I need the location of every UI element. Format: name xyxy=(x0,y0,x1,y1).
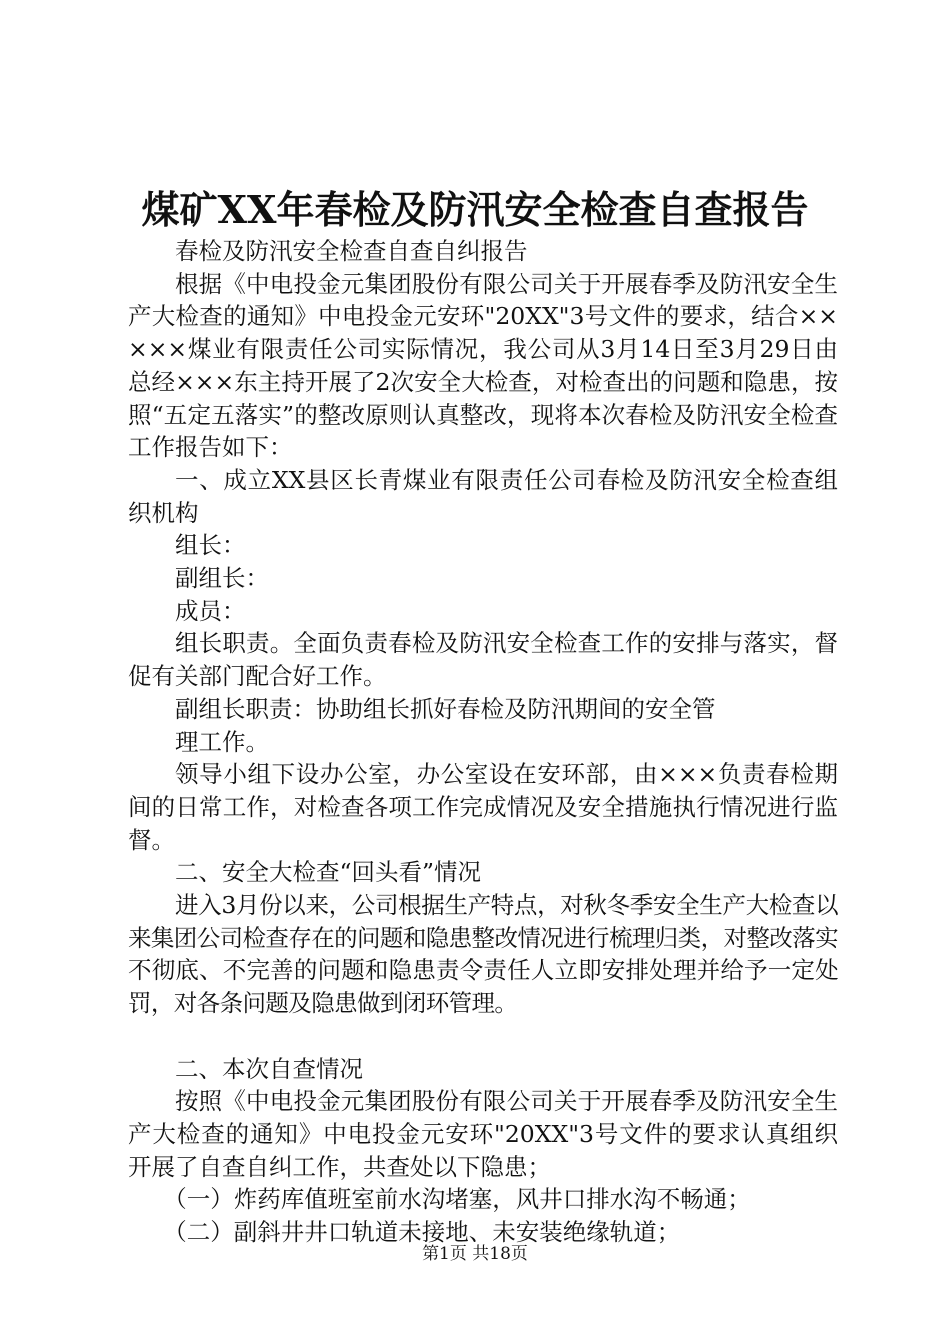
section-heading-self-check: 二、本次自查情况 xyxy=(175,1054,363,1083)
deputy-duties-paragraph: 副组长职责：协助组长抓好春检及防汛期间的安全管 xyxy=(175,694,716,723)
group-leader-line: 组长： xyxy=(175,531,246,560)
leader-duties-paragraph: 组长职责。全面负责春检及防汛安全检查工作的安排与落实，督促有关部门配合好工作。 xyxy=(128,629,838,691)
deputy-duties-continuation: 理工作。 xyxy=(175,727,269,756)
section-heading-organization: 一、成立XX县区长青煤业有限责任公司春检及防汛安全检查组织机构 xyxy=(128,465,838,527)
members-line: 成员： xyxy=(175,596,246,625)
intro-paragraph: 根据《中电投金元集团股份有限公司关于开展春季及防汛安全生产大检查的通知》中电投金元安环"20XX"3号文件的要求，结合×××××煤业有限责任公司实际情况，我公司从3月14日至3月29日由总经×××东主持开展了2次安全大检查，对检查出的问题和隐患，按照“五定五落实”的整改原则认真整改，现将本次春检及防汛安全检查工作报告如下： xyxy=(128,269,838,462)
deputy-leader-line: 副组长： xyxy=(175,564,269,593)
review-paragraph: 进入3月份以来，公司根据生产特点，对秋冬季安全生产大检查以来集团公司检查存在的问题和隐患整改情况进行梳理归类，对整改落实不彻底、不完善的问题和隐患责令责任人立即安排处理并给予一定处罚，对各条问题及隐患做到闭环管理。 xyxy=(128,891,838,1018)
document-body xyxy=(128,235,838,1249)
hazard-item: （一）炸药库值班室前水沟堵塞，风井口排水沟不畅通； xyxy=(163,1185,751,1214)
self-check-paragraph: 按照《中电投金元集团股份有限公司关于开展春季及防汛安全生产大检查的通知》中电投金元安环"20XX"3号文件的要求认真组织开展了自查自纠工作，共查处以下隐患； xyxy=(128,1087,838,1181)
section-heading-review: 二、安全大检查“回头看”情况 xyxy=(175,858,482,887)
page-footer: 第1页 共18页 xyxy=(422,1244,528,1264)
subtitle-paragraph: 春检及防汛安全检查自查自纠报告 xyxy=(175,237,528,265)
document-title: 煤矿XX年春检及防汛安全检查自查报告 xyxy=(141,187,809,232)
office-paragraph: 领导小组下设办公室，办公室设在安环部，由×××负责春检期间的日常工作，对检查各项工作完成情况及安全措施执行情况进行监督。 xyxy=(128,760,838,854)
hazard-item: （二）副斜井井口轨道未接地、未安装绝缘轨道； xyxy=(163,1218,681,1247)
